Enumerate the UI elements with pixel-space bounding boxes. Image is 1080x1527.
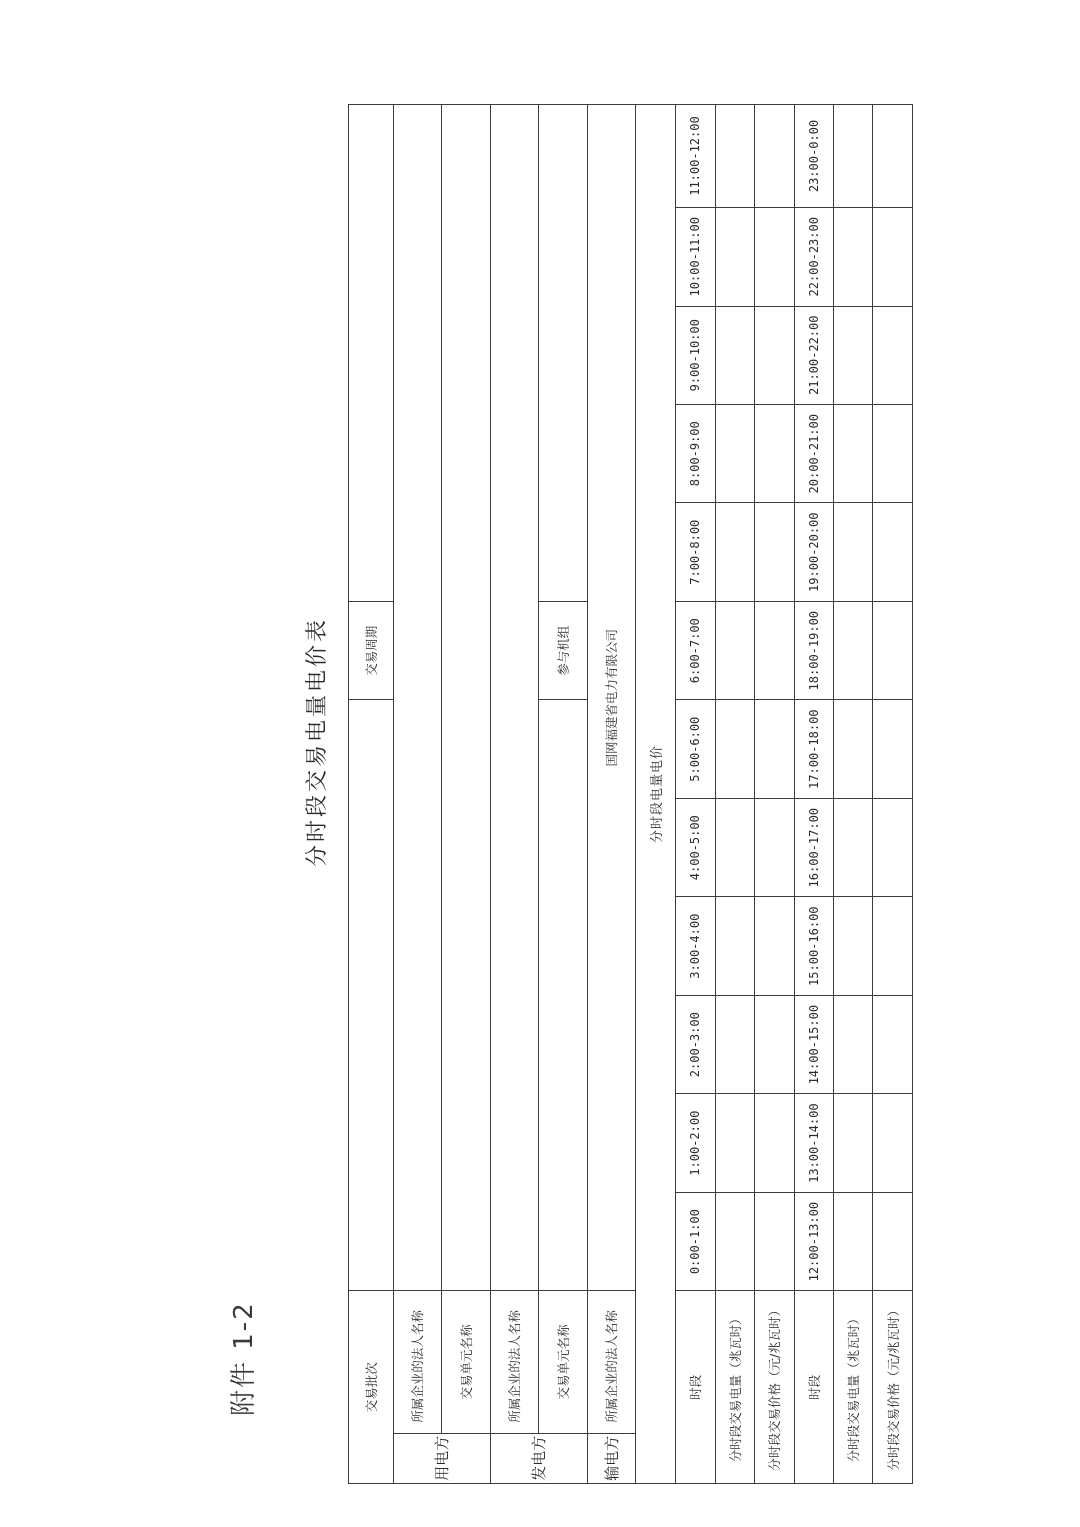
- batch-row: [349, 105, 394, 1484]
- time-slot: 9:00-10:00: [676, 306, 715, 404]
- period-label: 交易周期: [349, 601, 394, 699]
- time-slot: 5:00-6:00: [676, 700, 715, 799]
- energy-cell[interactable]: [833, 601, 872, 699]
- price-cell[interactable]: [755, 995, 794, 1093]
- energy-cell[interactable]: [833, 208, 872, 306]
- price-cell[interactable]: [873, 1094, 913, 1192]
- time-slot: 6:00-7:00: [676, 601, 715, 699]
- time-slot: 4:00-5:00: [676, 798, 715, 896]
- time-slot: 3:00-4:00: [676, 897, 715, 995]
- energy-cell[interactable]: [833, 405, 872, 503]
- energy-cell[interactable]: [833, 503, 872, 601]
- price-cell[interactable]: [873, 995, 913, 1093]
- batch-label: 交易批次: [349, 1291, 394, 1484]
- price-cell[interactable]: [873, 105, 913, 208]
- pm-energy-row: [833, 105, 872, 1484]
- seller-legal-value[interactable]: [490, 105, 538, 1291]
- buyer-label: 用电方: [393, 1433, 490, 1483]
- page-title: 分时段交易电量电价表: [305, 616, 330, 867]
- am-energy-label: 分时段交易电量（兆瓦时）: [715, 1291, 754, 1484]
- pm-period-label: 时段: [794, 1291, 833, 1484]
- time-slot: 13:00-14:00: [794, 1094, 833, 1192]
- price-cell[interactable]: [755, 208, 794, 306]
- buyer-unit-value[interactable]: [441, 105, 490, 1291]
- seller-legal-label: 所属企业的法人名称: [490, 1291, 538, 1433]
- am-time-row: [676, 105, 715, 1484]
- pm-time-row: [794, 105, 833, 1484]
- price-cell[interactable]: [873, 798, 913, 896]
- trading-form-table: [348, 104, 913, 1484]
- buyer-legal-label: 所属企业的法人名称: [393, 1291, 441, 1433]
- seller-units-label: 参与机组: [538, 601, 587, 699]
- seller-label: 发电方: [490, 1433, 587, 1483]
- time-slot: 14:00-15:00: [794, 995, 833, 1093]
- price-cell[interactable]: [755, 700, 794, 799]
- time-slot: 7:00-8:00: [676, 503, 715, 601]
- period-value[interactable]: [349, 105, 394, 602]
- price-cell[interactable]: [755, 105, 794, 208]
- energy-cell[interactable]: [715, 208, 754, 306]
- time-slot: 1:00-2:00: [676, 1094, 715, 1192]
- price-cell[interactable]: [873, 897, 913, 995]
- time-slot: 15:00-16:00: [794, 897, 833, 995]
- time-slot: 17:00-18:00: [794, 700, 833, 799]
- energy-cell[interactable]: [833, 995, 872, 1093]
- time-slot: 10:00-11:00: [676, 208, 715, 306]
- price-cell[interactable]: [755, 503, 794, 601]
- transmitter-legal-label: 所属企业的法人名称: [587, 1291, 635, 1433]
- buyer-unit-label: 交易单元名称: [441, 1291, 490, 1433]
- time-slot: 12:00-13:00: [794, 1192, 833, 1290]
- time-slot: 0:00-1:00: [676, 1192, 715, 1290]
- time-slot: 11:00-12:00: [676, 105, 715, 208]
- buyer-unit-row: [441, 105, 490, 1484]
- price-cell[interactable]: [755, 1192, 794, 1290]
- price-cell[interactable]: [873, 700, 913, 799]
- energy-cell[interactable]: [833, 105, 872, 208]
- price-cell[interactable]: [873, 405, 913, 503]
- energy-cell[interactable]: [715, 897, 754, 995]
- am-price-label: 分时段交易价格（元/兆瓦时）: [755, 1291, 794, 1484]
- pm-price-row: [873, 105, 913, 1484]
- price-cell[interactable]: [873, 208, 913, 306]
- seller-legal-row: [490, 105, 538, 1484]
- time-slot: 2:00-3:00: [676, 995, 715, 1093]
- price-cell[interactable]: [873, 503, 913, 601]
- trading-form-table-wrapper: [348, 104, 913, 1484]
- energy-cell[interactable]: [833, 700, 872, 799]
- price-cell[interactable]: [755, 306, 794, 404]
- transmitter-legal-value: 国网福建省电力有限公司: [587, 105, 635, 1291]
- time-slot: 20:00-21:00: [794, 405, 833, 503]
- energy-cell[interactable]: [833, 1094, 872, 1192]
- energy-cell[interactable]: [715, 601, 754, 699]
- energy-cell[interactable]: [715, 503, 754, 601]
- energy-cell[interactable]: [833, 1192, 872, 1290]
- buyer-legal-value[interactable]: [393, 105, 441, 1291]
- price-cell[interactable]: [755, 798, 794, 896]
- energy-cell[interactable]: [715, 1094, 754, 1192]
- price-cell[interactable]: [873, 1192, 913, 1290]
- section-label: 分时段电量电价: [635, 105, 676, 1484]
- price-cell[interactable]: [873, 601, 913, 699]
- energy-cell[interactable]: [715, 995, 754, 1093]
- energy-cell[interactable]: [715, 306, 754, 404]
- seller-unit-label: 交易单元名称: [538, 1291, 587, 1433]
- price-cell[interactable]: [755, 1094, 794, 1192]
- time-slot: 16:00-17:00: [794, 798, 833, 896]
- energy-cell[interactable]: [833, 897, 872, 995]
- energy-cell[interactable]: [715, 105, 754, 208]
- batch-value[interactable]: [349, 700, 394, 1291]
- section-row: [635, 105, 676, 1484]
- price-cell[interactable]: [755, 601, 794, 699]
- buyer-legal-row: [393, 105, 441, 1484]
- energy-cell[interactable]: [715, 405, 754, 503]
- transmitter-label: 输电方: [587, 1433, 635, 1483]
- price-cell[interactable]: [755, 405, 794, 503]
- seller-units-value[interactable]: [538, 105, 587, 602]
- pm-price-label: 分时段交易价格（元/兆瓦时）: [873, 1291, 913, 1484]
- am-energy-row: [715, 105, 754, 1484]
- time-slot: 18:00-19:00: [794, 601, 833, 699]
- energy-cell[interactable]: [833, 798, 872, 896]
- transmitter-row: [587, 105, 635, 1484]
- price-cell[interactable]: [755, 897, 794, 995]
- time-slot: 8:00-9:00: [676, 405, 715, 503]
- attachment-label: 附件 1-2: [229, 1301, 259, 1416]
- price-cell[interactable]: [873, 306, 913, 404]
- energy-cell[interactable]: [715, 700, 754, 799]
- seller-unit-value[interactable]: [538, 700, 587, 1291]
- energy-cell[interactable]: [833, 306, 872, 404]
- time-slot: 23:00-0:00: [794, 105, 833, 208]
- am-period-label: 时段: [676, 1291, 715, 1484]
- am-price-row: [755, 105, 794, 1484]
- seller-unit-row: [538, 105, 587, 1484]
- pm-energy-label: 分时段交易电量（兆瓦时）: [833, 1291, 872, 1484]
- energy-cell[interactable]: [715, 798, 754, 896]
- time-slot: 22:00-23:00: [794, 208, 833, 306]
- time-slot: 19:00-20:00: [794, 503, 833, 601]
- energy-cell[interactable]: [715, 1192, 754, 1290]
- time-slot: 21:00-22:00: [794, 306, 833, 404]
